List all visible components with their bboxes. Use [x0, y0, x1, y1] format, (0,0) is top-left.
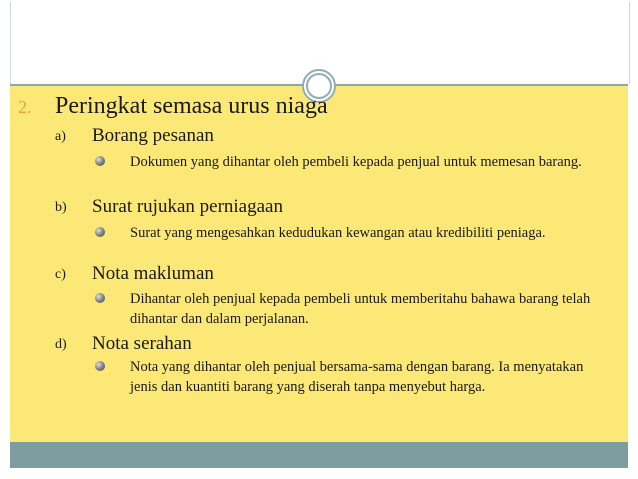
- heading-number: 2.: [18, 97, 32, 117]
- section-text: Dokumen yang dihantar oleh pembeli kepada penjual untuk memesan barang.: [130, 154, 582, 170]
- section-title: Borang pesanan: [92, 125, 214, 146]
- section-text: Nota yang dihantar oleh penjual bersama-sama dengan barang. Ia menyatakan jenis dan kuantiti barang yang diserah tanpa menyebut harga.: [130, 359, 584, 395]
- footer-bar: [10, 442, 628, 468]
- section-title: Surat rujukan perniagaan: [92, 196, 283, 217]
- section-letter: d): [55, 337, 67, 352]
- bullet-icon: [95, 156, 105, 166]
- section-letter: b): [55, 200, 67, 215]
- bottom-strip: [0, 468, 638, 479]
- section-title: Nota makluman: [92, 263, 214, 284]
- section-letter: c): [55, 267, 66, 282]
- section-text: Dihantar oleh penjual kepada pembeli untuk memberitahu bahawa barang telah dihantar dan dalam perjalanan.: [130, 291, 591, 327]
- section-text: Surat yang mengesahkan kedudukan kewangan atau kredibiliti peniaga.: [130, 225, 546, 241]
- bullet-icon: [95, 361, 105, 371]
- section-title: Nota serahan: [92, 333, 192, 354]
- bullet-icon: [95, 293, 105, 303]
- heading-title: Peringkat semasa urus niaga: [55, 93, 328, 119]
- section-letter: a): [55, 129, 66, 144]
- bullet-icon: [95, 227, 105, 237]
